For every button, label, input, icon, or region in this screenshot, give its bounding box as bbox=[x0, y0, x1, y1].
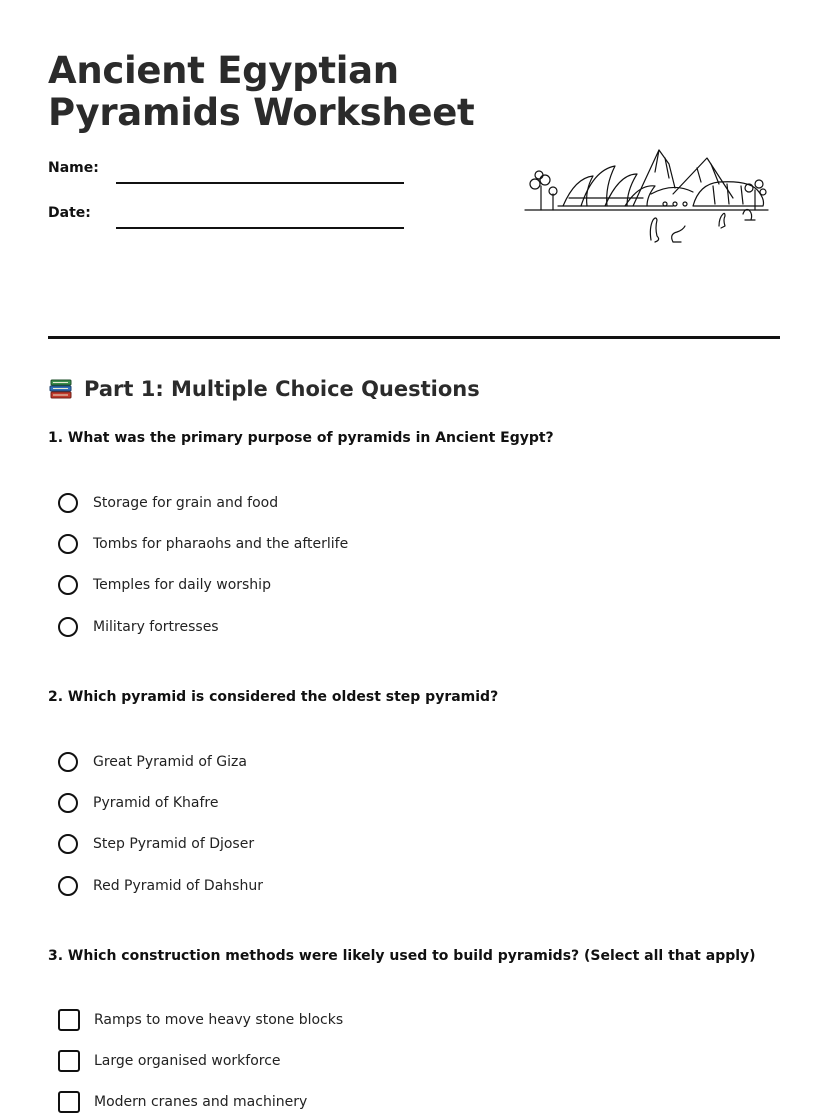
q1-option-2[interactable] bbox=[58, 531, 348, 557]
kangaroos-icon bbox=[650, 210, 755, 243]
q2-option-1[interactable] bbox=[58, 749, 247, 775]
option-label: Large organised workforce bbox=[94, 1053, 281, 1069]
option-label: Pyramid of Khafre bbox=[93, 795, 219, 811]
opera-house-icon bbox=[563, 166, 655, 206]
rock-formation-icon bbox=[693, 182, 764, 206]
name-label: Name: bbox=[48, 160, 99, 176]
radio-button[interactable] bbox=[58, 793, 78, 813]
checkbox[interactable] bbox=[58, 1009, 80, 1031]
q3-option-3[interactable] bbox=[58, 1089, 307, 1115]
option-label: Military fortresses bbox=[93, 619, 219, 635]
landmarks-illustration bbox=[523, 128, 773, 248]
q2-option-4[interactable] bbox=[58, 873, 263, 899]
radio-button[interactable] bbox=[58, 752, 78, 772]
option-label: Ramps to move heavy stone blocks bbox=[94, 1012, 344, 1028]
q1-option-4[interactable] bbox=[58, 614, 219, 640]
part1-heading bbox=[48, 374, 480, 404]
q2-option-2[interactable] bbox=[58, 790, 219, 816]
books-icon bbox=[48, 376, 74, 402]
checkbox[interactable] bbox=[58, 1091, 80, 1113]
radio-button[interactable] bbox=[58, 834, 78, 854]
question-2: 2. Which pyramid is considered the oldest step pyramid? bbox=[48, 689, 499, 705]
option-label: Step Pyramid of Djoser bbox=[93, 836, 255, 852]
option-label: Storage for grain and food bbox=[93, 495, 279, 511]
q3-option-1[interactable] bbox=[58, 1007, 343, 1033]
q1-option-3[interactable] bbox=[58, 572, 271, 598]
date-field[interactable] bbox=[48, 205, 408, 235]
radio-button[interactable] bbox=[58, 575, 78, 595]
q1-option-1[interactable] bbox=[58, 490, 278, 516]
option-label: Tombs for pharaohs and the afterlife bbox=[93, 536, 349, 552]
section-divider bbox=[48, 336, 780, 339]
option-label: Red Pyramid of Dahshur bbox=[93, 878, 263, 894]
q3-option-2[interactable] bbox=[58, 1048, 281, 1074]
option-label: Temples for daily worship bbox=[93, 577, 271, 593]
radio-button[interactable] bbox=[58, 876, 78, 896]
radio-button[interactable] bbox=[58, 493, 78, 513]
option-label: Modern cranes and machinery bbox=[94, 1094, 308, 1110]
radio-button[interactable] bbox=[58, 617, 78, 637]
name-field[interactable] bbox=[48, 160, 408, 190]
option-label: Great Pyramid of Giza bbox=[93, 754, 247, 770]
checkbox[interactable] bbox=[58, 1050, 80, 1072]
q2-option-3[interactable] bbox=[58, 831, 254, 857]
date-label: Date: bbox=[48, 205, 91, 221]
part1-heading-text: Part 1: Multiple Choice Questions bbox=[84, 377, 480, 401]
name-line[interactable] bbox=[116, 182, 404, 184]
question-3: 3. Which construction methods were likely used to build pyramids? (Select all that apply) bbox=[48, 948, 756, 964]
left-tree-icon bbox=[530, 171, 557, 210]
radio-button[interactable] bbox=[58, 534, 78, 554]
date-line[interactable] bbox=[116, 227, 404, 229]
worksheet-title: Ancient Egyptian Pyramids Worksheet bbox=[48, 49, 475, 134]
question-1: 1. What was the primary purpose of pyramids in Ancient Egypt? bbox=[48, 430, 554, 446]
